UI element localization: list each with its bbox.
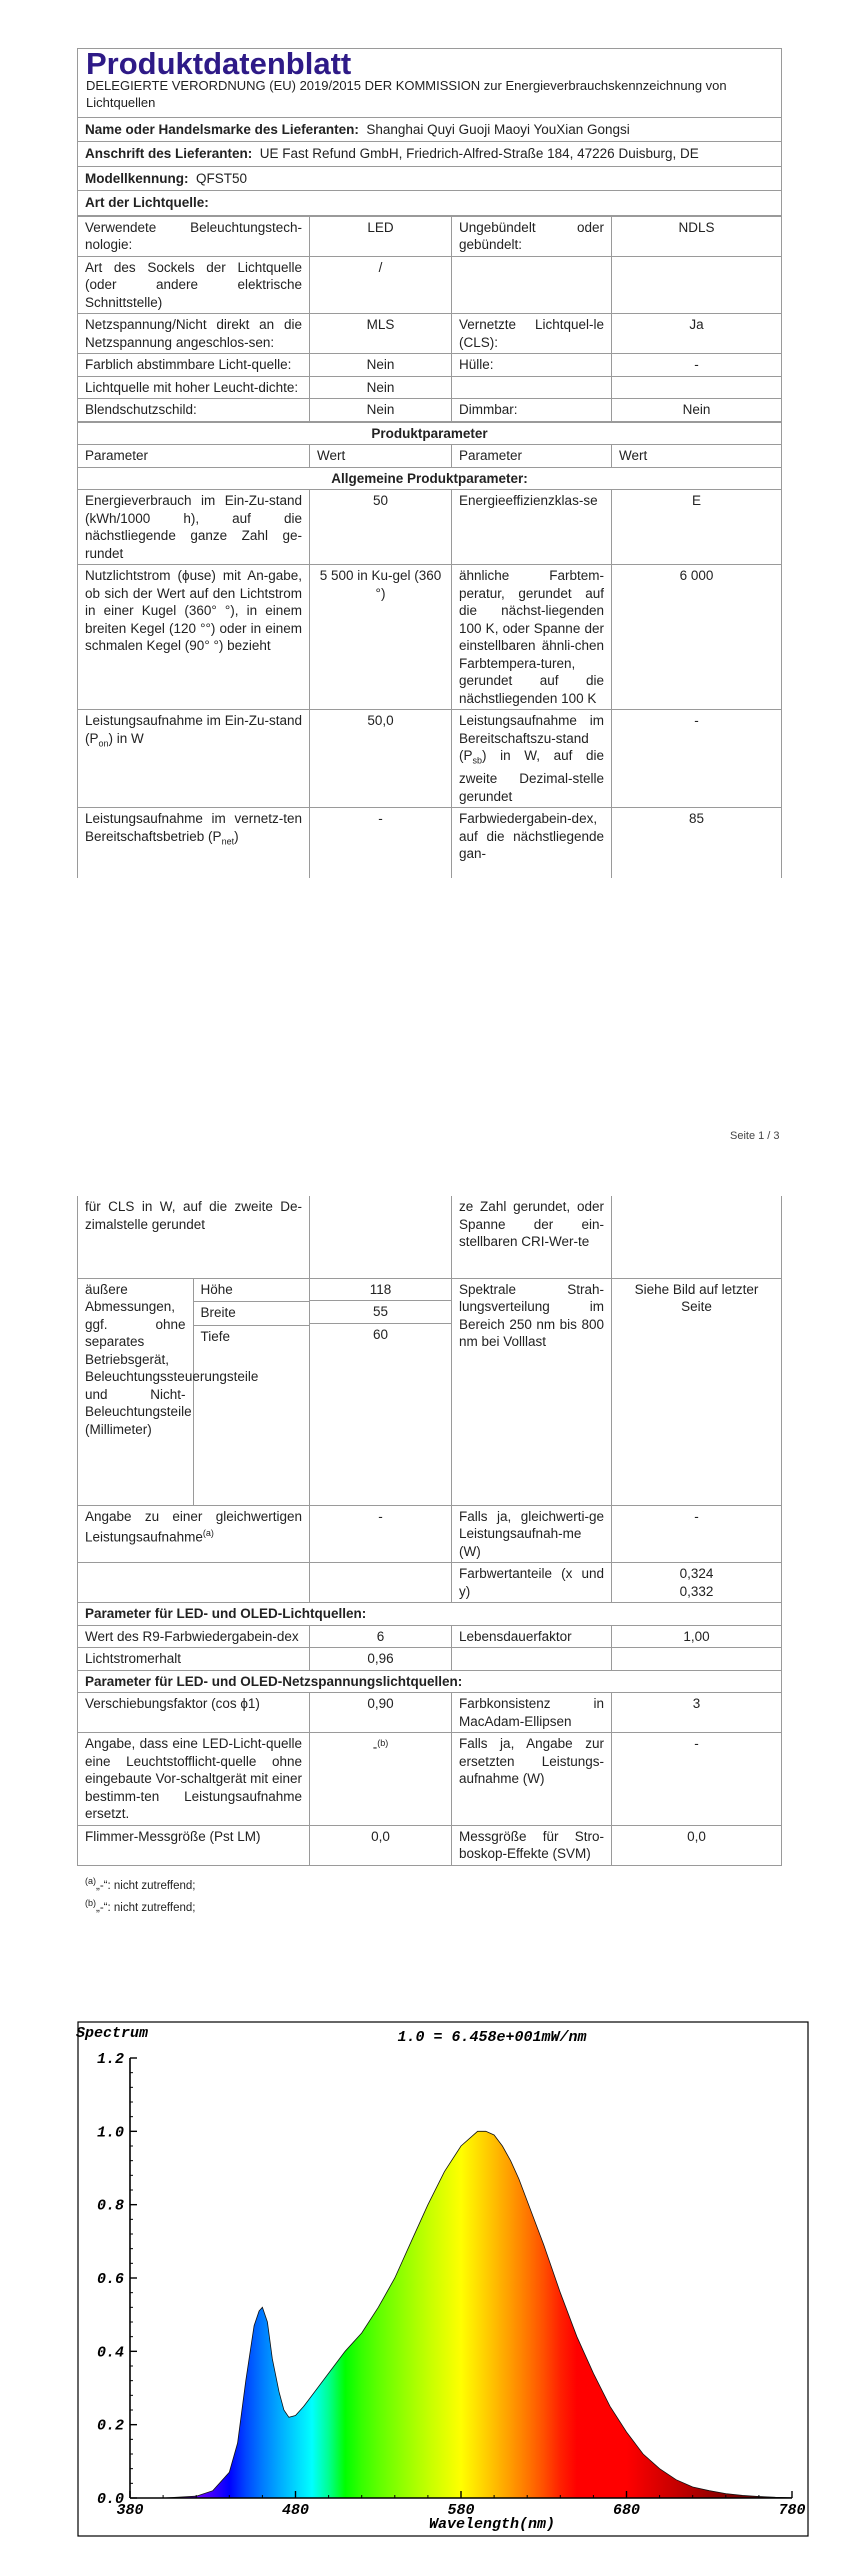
dim-name-height: Höhe	[193, 1279, 309, 1302]
param-value: 6	[310, 1625, 452, 1648]
product-params-header: Produktparameter	[78, 422, 782, 445]
type-row	[78, 399, 782, 422]
table-row	[78, 1625, 782, 1648]
y-tick-label: 1.2	[96, 2051, 124, 2068]
param-value: 50,0	[310, 710, 452, 808]
param-label	[452, 376, 612, 399]
param-value: Ja	[612, 314, 782, 354]
param-value: LED	[310, 216, 452, 256]
param-label: Farblich abstimmbare Licht-quelle:	[78, 354, 310, 377]
table-row	[78, 1196, 782, 1278]
x-tick-label: 780	[778, 2502, 806, 2519]
page-title: Produktdatenblatt	[86, 46, 352, 81]
param-label: Farbkonsistenz in MacAdam-Ellipsen	[452, 1693, 612, 1733]
type-row	[78, 376, 782, 399]
mls-params-header: Parameter für LED- und OLED-Netzspannungslichtquellen:	[78, 1670, 782, 1693]
param-label: Verschiebungsfaktor (cos ϕ1)	[78, 1693, 310, 1733]
footnote-a: $^{(a)}$„-“: nicht zutreffend;	[85, 1875, 196, 1892]
dim-value-width: 55	[310, 1301, 451, 1324]
supplier-address: UE Fast Refund GmbH, Friedrich-Alfred-Straße 184, 47226 Duisburg, DE	[259, 146, 699, 161]
table-row	[78, 565, 782, 710]
param-value: 5 500 in Ku-gel (360 °)	[310, 565, 452, 710]
supplier-address-label: Anschrift des Lieferanten:	[85, 146, 253, 161]
general-params-header: Allgemeine Produktparameter:	[78, 467, 782, 490]
param-label: Energieverbrauch im Ein-Zu-stand (kWh/1000 h), auf die nächstliegende ganze Zahl ge-rundet	[78, 490, 310, 565]
chart-annotation: 1.0 = 6.458e+001mW/nm	[397, 2029, 587, 2046]
param-label: Angabe zu einer gleichwertigen Leistungsaufnahme$^{(a)}$	[78, 1505, 310, 1563]
param-value	[612, 376, 782, 399]
supplier-name: Shanghai Quyi Guoji Maoyi YouXian Gongsi	[366, 121, 630, 137]
dimensions-values-cell	[310, 1278, 452, 1505]
supplier-address-row	[78, 142, 782, 167]
param-label: Leistungsaufnahme im vernetz-ten Bereitschaftsbetrieb $(P_{net})$	[78, 808, 310, 878]
param-value: -$^{(b)}$	[310, 1733, 452, 1826]
x-tick-label: 680	[612, 2502, 641, 2519]
y-tick-label: 0.4	[96, 2344, 124, 2362]
param-value: 85	[612, 808, 782, 878]
param-label: Blendschutzschild:	[78, 399, 310, 422]
col-header-param-1: Parameter	[78, 445, 310, 468]
dimensions-cell	[78, 1278, 310, 1505]
title-cell	[78, 46, 782, 118]
x-tick-label: 380	[116, 2502, 144, 2519]
param-value: -	[310, 808, 452, 878]
params-table	[77, 422, 782, 878]
col-header-value-1: Wert	[310, 445, 452, 468]
col-header-value-2: Wert	[612, 445, 782, 468]
param-label: Hülle:	[452, 354, 612, 377]
y-tick-label: 0.8	[96, 2197, 124, 2215]
type-row	[78, 314, 782, 354]
regulation-text: DELEGIERTE VERORDNUNG (EU) 2019/2015 DER KOMMISSION zur Energieverbrauchskennzeichnung von Lichtquellen	[86, 77, 727, 110]
param-value: -	[612, 1505, 782, 1563]
param-label: Farbwertanteile (x und y)	[452, 1563, 612, 1603]
param-label: Leistungsaufnahme im Ein-Zu-stand $(P_{on})$ in W	[78, 710, 310, 808]
model-row	[78, 166, 782, 191]
dimensions-label: äußere Abmessungen, ggf. ohne separates Betriebsgerät, Beleuchtungssteuerungsteile und Nicht-Beleuchtungsteile (Millimeter)	[78, 1279, 193, 1505]
param-value: 0,324 0,332	[612, 1563, 782, 1603]
table-row	[78, 1825, 782, 1865]
param-label: Flimmer-Messgröße (Pst LM)	[78, 1825, 310, 1865]
datasheet-page-2	[77, 1196, 781, 1917]
param-value: Nein	[310, 399, 452, 422]
param-value: 0,0	[310, 1825, 452, 1865]
col-header-param-2: Parameter	[452, 445, 612, 468]
y-tick-label: 0.6	[96, 2271, 124, 2288]
type-row	[78, 256, 782, 314]
param-label: Lichtquelle mit hoher Leucht-dichte:	[78, 376, 310, 399]
chart-title: Spectrum	[76, 2025, 149, 2042]
footnote-b: $^{(b)}$„-“: nicht zutreffend;	[85, 1898, 196, 1915]
param-value: 0,96	[310, 1648, 452, 1671]
param-label: Wert des R9-Farbwiedergabein-dex	[78, 1625, 310, 1648]
supplier-name-label: Name oder Handelsmarke des Lieferanten:	[85, 121, 359, 137]
table-row	[78, 1505, 782, 1563]
y-tick-label: 0.0	[96, 2491, 124, 2508]
spectrum-chart	[72, 2020, 820, 2540]
light-source-type-header: Art der Lichtquelle:	[78, 191, 782, 216]
table-row	[78, 1563, 782, 1603]
param-value: Nein	[310, 376, 452, 399]
param-label: Messgröße für Stro-boskop-Effekte (SVM)	[452, 1825, 612, 1865]
param-label: Farbwiedergabein-dex, auf die nächstliegende gan-	[452, 808, 612, 878]
header-table	[77, 48, 782, 216]
x-axis-label: Wavelength(nm)	[428, 2516, 556, 2533]
type-row	[78, 216, 782, 256]
param-value: 0,90	[310, 1693, 452, 1733]
param-label: Lichtstromerhalt	[78, 1648, 310, 1671]
param-label: Ungebündelt oder gebündelt:	[452, 216, 612, 256]
param-value: E	[612, 490, 782, 565]
param-label: Energieeffizienzklas-se	[452, 490, 612, 565]
datasheet-page-1	[77, 48, 781, 878]
param-label: Spektrale Strah-lungsverteilung im Bereich 250 nm bis 800 nm bei Volllast	[452, 1278, 612, 1505]
param-value: 6 000	[612, 565, 782, 710]
param-label: ze Zahl gerundet, oder Spanne der ein-stellbaren CRI-Wer-te	[452, 1196, 612, 1278]
param-label: Lebensdauerfaktor	[452, 1625, 612, 1648]
param-value	[612, 1648, 782, 1671]
param-label	[452, 1648, 612, 1671]
model-label: Modellkennung:	[85, 170, 189, 186]
param-value: Nein	[310, 354, 452, 377]
y-tick-label: 0.2	[96, 2417, 124, 2435]
dimensions-subtable	[78, 1279, 309, 1505]
param-label: Vernetzte Lichtquel-le (CLS):	[452, 314, 612, 354]
param-value: Siehe Bild auf letzter Seite	[612, 1278, 782, 1505]
table-row	[78, 1733, 782, 1826]
param-value: /	[310, 256, 452, 314]
dim-name-depth: Tiefe	[200, 1328, 231, 1344]
param-value: -	[612, 710, 782, 808]
dim-value-height: 118	[310, 1279, 451, 1302]
param-label: Art des Sockels der Lichtquelle (oder andere elektrische Schnittstelle)	[78, 256, 310, 314]
param-label: Falls ja, Angabe zur ersetzten Leistungs-aufnahme (W)	[452, 1733, 612, 1826]
param-value: Nein	[612, 399, 782, 422]
dim-value-depth: 60	[372, 1326, 389, 1342]
param-label: für CLS in W, auf die zweite De-zimalstelle gerundet	[78, 1196, 310, 1278]
table-row	[78, 1693, 782, 1733]
param-value: 0,0	[612, 1825, 782, 1865]
supplier-name-row	[78, 117, 782, 142]
param-label: Dimmbar:	[452, 399, 612, 422]
param-label: ähnliche Farbtem-peratur, gerundet auf die nächst-liegenden 100 K, oder Spanne der einstellbaren ähnli-chen Farbtempera-turen, gerundet auf die nächstliegenden 100 K	[452, 565, 612, 710]
param-label: Leistungsaufnahme im Bereitschaftszu-stand $(P_{sb})$ in W, auf die zweite Dezimal-stelle gerundet	[452, 710, 612, 808]
param-value: -	[310, 1505, 452, 1563]
param-value: 3	[612, 1693, 782, 1733]
model-id: QFST50	[196, 170, 248, 186]
type-row	[78, 354, 782, 377]
param-value: NDLS	[612, 216, 782, 256]
param-label: Angabe, dass eine LED-Licht-quelle eine Leuchtstofflicht-quelle ohne eingebaute Vor-schaltgerät mit einer bestimm-ten Leistungsaufnahme ersetzt.	[78, 1733, 310, 1826]
table-row	[78, 710, 782, 808]
param-value: -	[612, 354, 782, 377]
param-label: Verwendete Beleuchtungstech-nologie:	[78, 216, 310, 256]
dim-name-width: Breite	[193, 1301, 309, 1325]
x-tick-label: 480	[281, 2502, 310, 2519]
param-value: 50	[310, 490, 452, 565]
y-tick-label: 1.0	[96, 2124, 124, 2142]
param-label	[452, 256, 612, 314]
table-row	[78, 1278, 782, 1505]
param-value: 1,00	[612, 1625, 782, 1648]
table-row	[78, 808, 782, 878]
param-value	[612, 256, 782, 314]
type-table	[77, 216, 782, 422]
param-label: Nutzlichtstrom (ϕuse) mit An-gabe, ob sich der Wert auf den Lichtstrom in einer Kugel (360° °), in einem breiten Kegel (120 °°) oder in einem schmalen Kegel (90° °) bezieht	[78, 565, 310, 710]
param-label: Falls ja, gleichwerti-ge Leistungsaufnah-me (W)	[452, 1505, 612, 1563]
table-row	[78, 1648, 782, 1671]
param-value: -	[612, 1733, 782, 1826]
param-label: Netzspannung/Nicht direkt an die Netzspannung angeschlos-sen:	[78, 314, 310, 354]
params-table-continued	[77, 1196, 782, 1866]
param-value: MLS	[310, 314, 452, 354]
page-number: Seite 1 / 3	[730, 1130, 780, 1142]
table-row	[78, 490, 782, 565]
x-tick-label: 580	[447, 2502, 475, 2519]
led-params-header: Parameter für LED- und OLED-Lichtquellen:	[78, 1603, 782, 1626]
